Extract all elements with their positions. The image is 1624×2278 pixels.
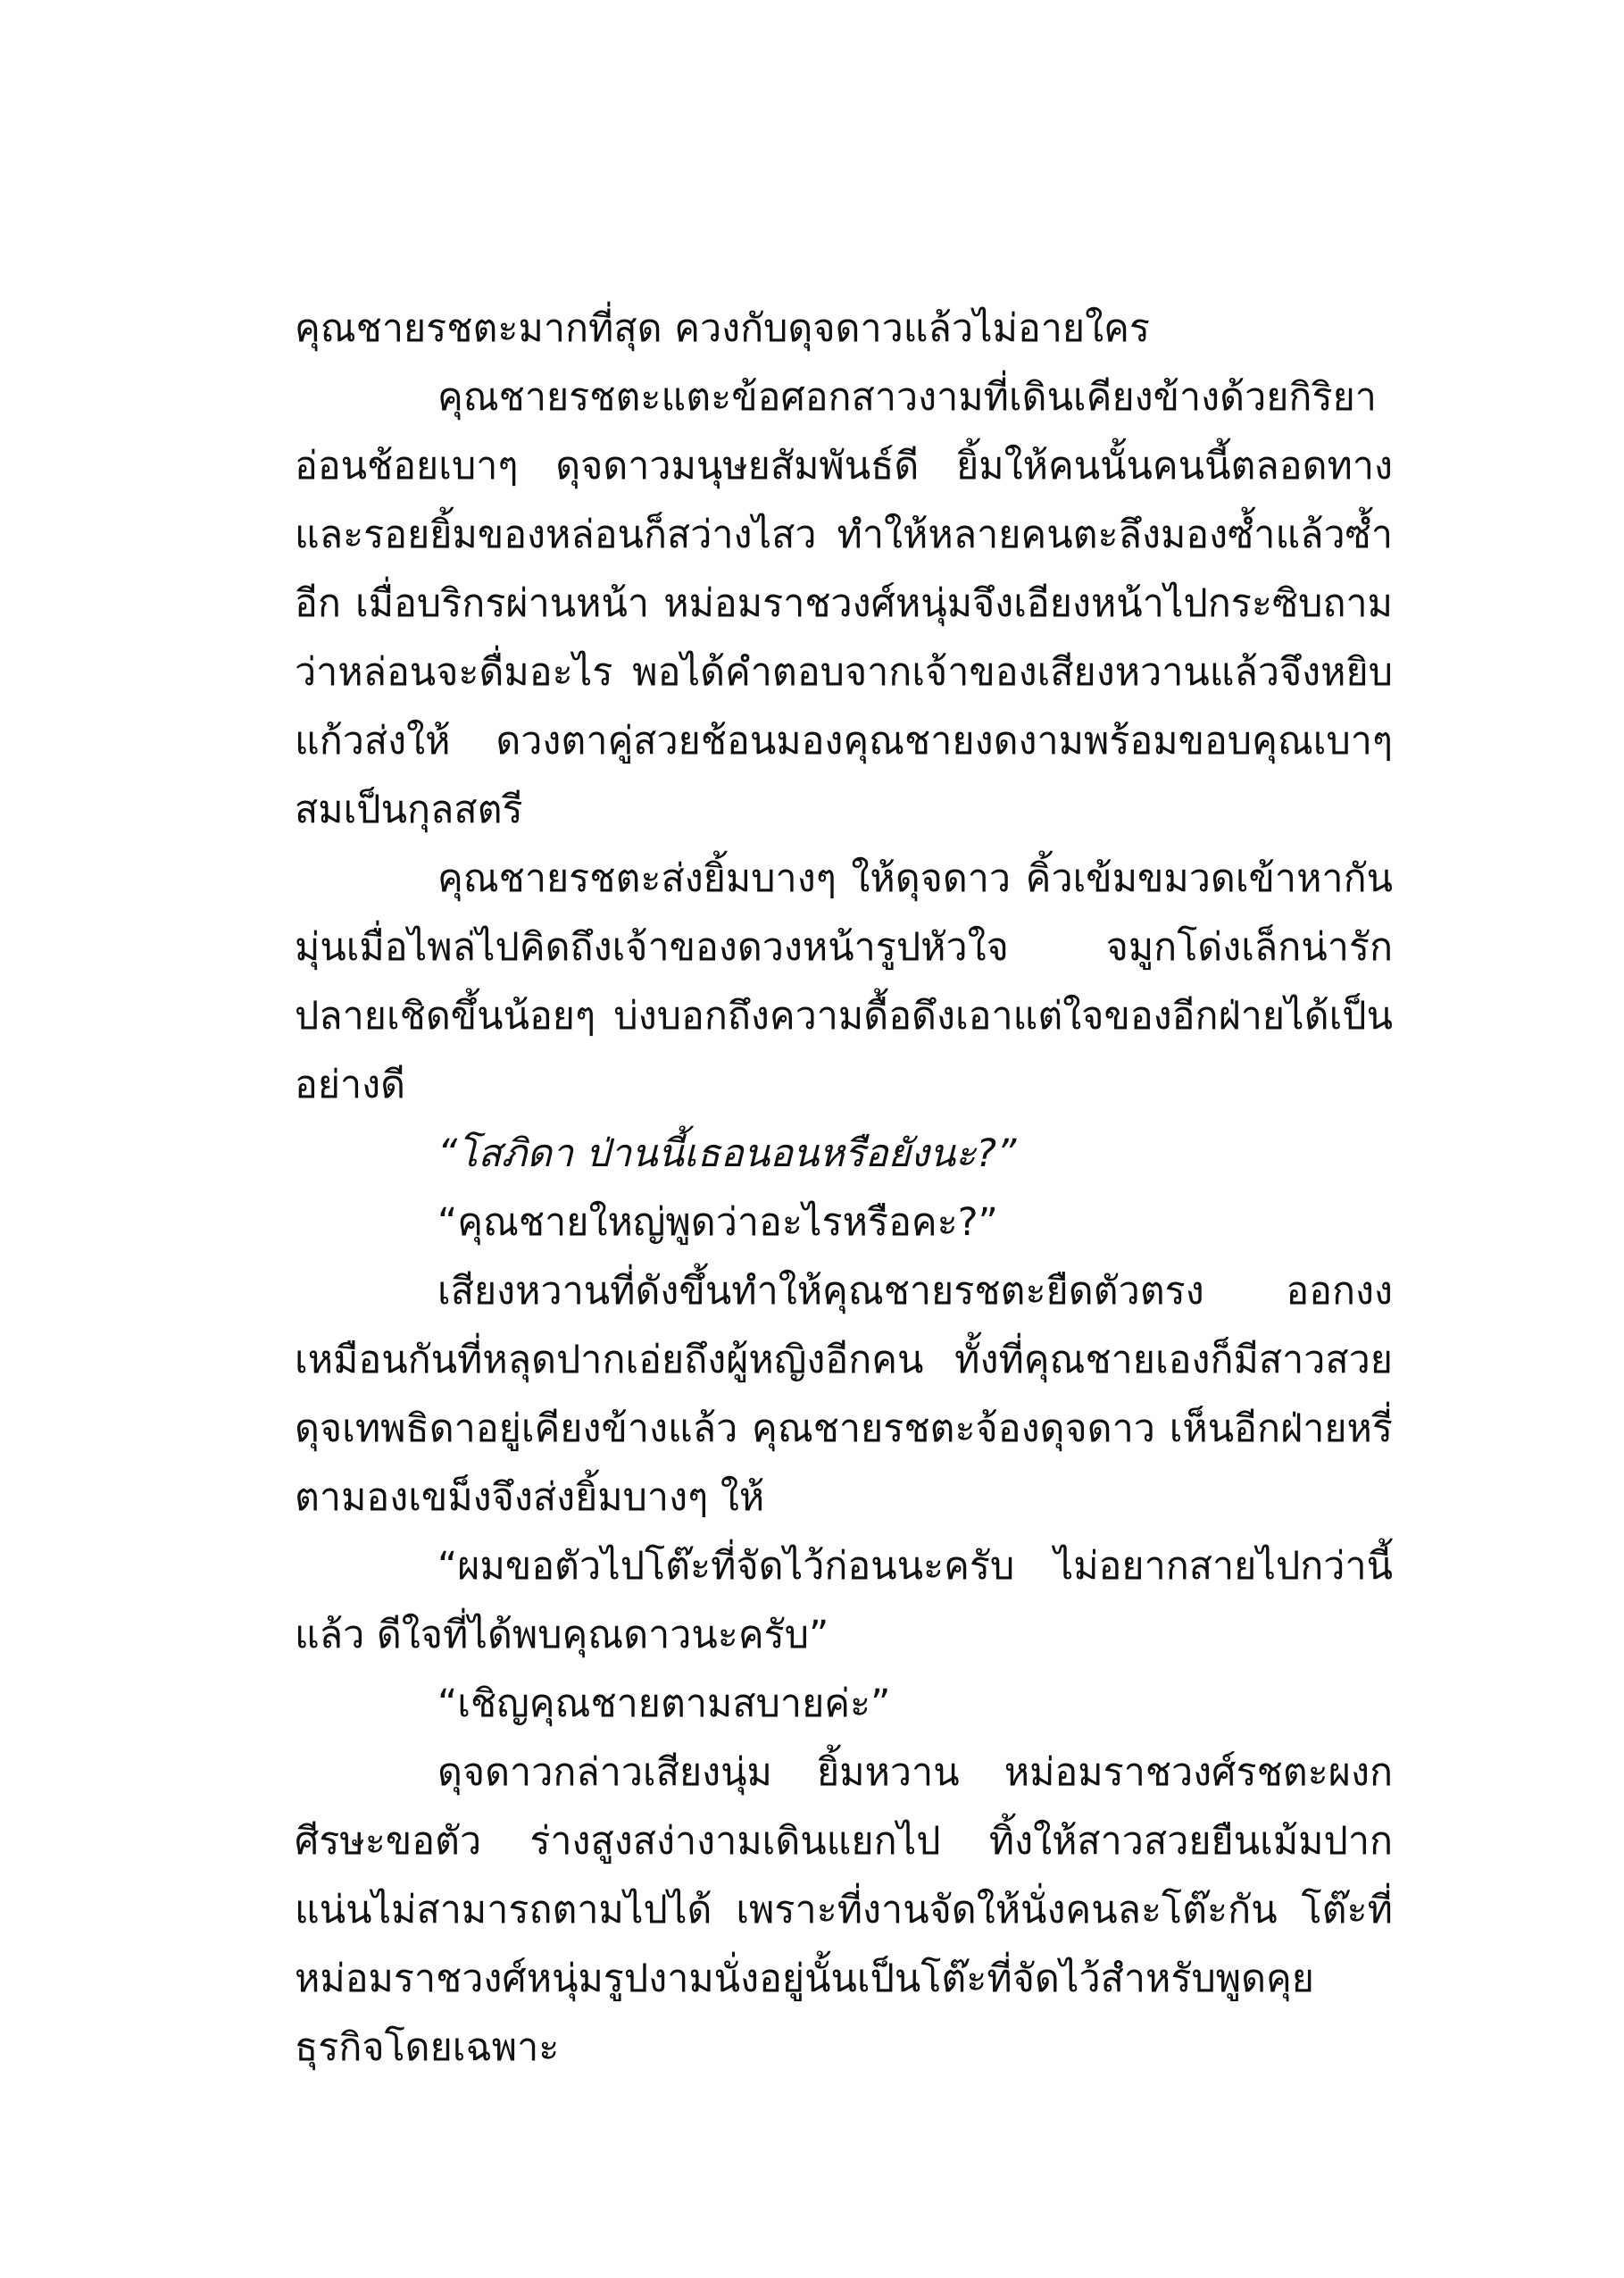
paragraph-2: คุณชายรชตะแตะข้อศอกสาวงามที่เดินเคียงข้างด้วยกิริยาอ่อนช้อยเบาๆ ดุจดาวมนุษยสัมพันธ์ดี ยิ้มให้คนนั้นคนนี้ตลอดทางและรอยยิ้มของหล่อนก็สว่างไสว ทำให้หลายคนตะลึงมองซ้ำแล้วซ้ำอีก เมื่อบริกรผ่านหน้า หม่อมราชวงศ์หนุ่มจึงเอียงหน้าไปกระซิบถามว่าหล่อนจะดื่มอะไร พอได้คำตอบจากเจ้าของเสียงหวานแล้วจึงหยิบแก้วส่งให้ ดวงตาคู่สวยช้อนมองคุณชายงดงามพร้อมขอบคุณเบาๆ สมเป็นกุลสตรี [295, 375, 1393, 832]
body-text [295, 295, 1393, 2082]
dialogue-sophida: “โสภิดา ป่านนี้เธอนอนหรือยังนะ?” [437, 1131, 1017, 1176]
paragraph-9: ดุจดาวกล่าวเสียงนุ่ม ยิ้มหวาน หม่อมราชวงศ์รชตะผงกศีรษะขอตัว ร่างสูงสง่างามเดินแยกไป ทิ้งให้สาวสวยยืนเม้มปากแน่นไม่สามารถตามไปได้ เพราะที่งานจัดให้นั่งคนละโต๊ะกัน โต๊ะที่หม่อมราชวงศ์หนุ่มรูปงามนั่งอยู่นั้นเป็นโต๊ะที่จัดไว้สำหรับพูดคุยธุรกิจโดยเฉพาะ [295, 1750, 1393, 2070]
paragraph-1: คุณชายรชตะมากที่สุด ควงกับดุจดาวแล้วไม่อายใคร [295, 306, 1150, 351]
dialogue-farewell: “เชิญคุณชายตามสบายค่ะ” [437, 1681, 891, 1726]
dialogue-question: “คุณชายใหญ่พูดว่าอะไรหรือคะ?” [437, 1200, 998, 1245]
paragraph-6: เสียงหวานที่ดังขึ้นทำให้คุณชายรชตะยืดตัวตรง ออกงงเหมือนกันที่หลุดปากเอ่ยถึงผู้หญิงอีกคน ทั้งที่คุณชายเองก็มีสาวสวยดุจเทพธิดาอยู่เคียงข้างแล้ว คุณชายรชตะจ้องดุจดาว เห็นอีกฝ่ายหรี่ตามองเขม็งจึงส่งยิ้มบางๆ ให้ [295, 1269, 1393, 1520]
paragraph-3: คุณชายรชตะส่งยิ้มบางๆ ให้ดุจดาว คิ้วเข้มขมวดเข้าหากันมุ่นเมื่อไพล่ไปคิดถึงเจ้าของดวงหน้ารูปหัวใจ จมูกโด่งเล็กน่ารักปลายเชิดขึ้นน้อยๆ บ่งบอกถึงความดื้อดึงเอาแต่ใจของอีกฝ่ายได้เป็นอย่างดี [295, 856, 1393, 1107]
dialogue-excuse: “ผมขอตัวไปโต๊ะที่จัดไว้ก่อนนะครับ ไม่อยากสายไปกว่านี้แล้ว ดีใจที่ได้พบคุณดาวนะครับ” [295, 1544, 1393, 1657]
